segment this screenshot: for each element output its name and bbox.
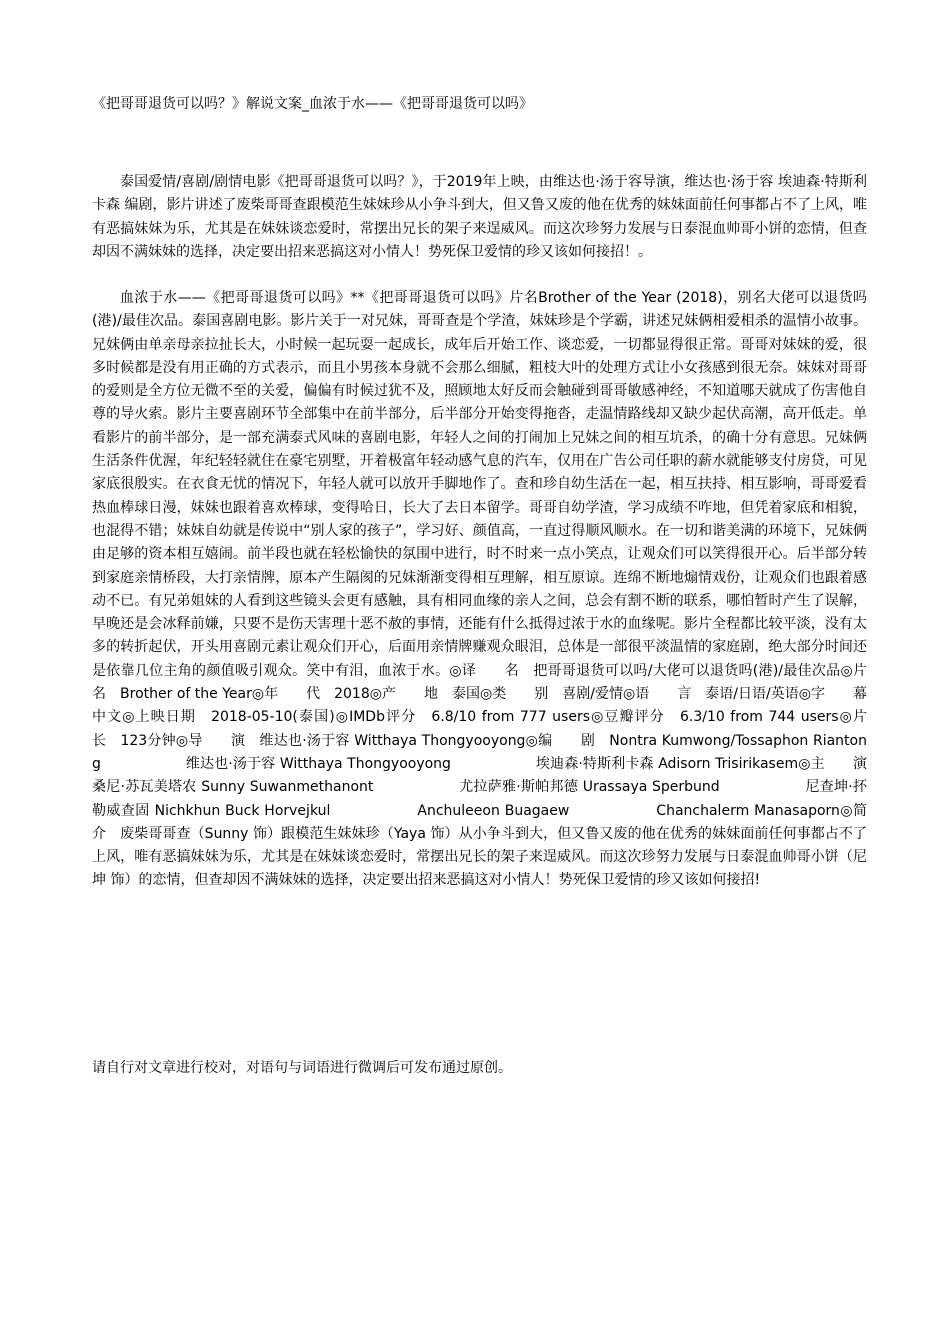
body-paragraph: 血浓于水——《把哥哥退货可以吗》**《把哥哥退货可以吗》片名Brother of the Year (2018)，别名大佬可以退货吗(港)/最佳次品。泰国喜剧电影。影片关于一对兄妹，哥哥查是个学渣，妹妹珍是个学霸，讲述兄妹俩相爱相杀的温情小故事。兄妹俩由单亲母亲拉扯长大，小时候一起玩耍一起成长，成年后开始工作、谈恋爱，一切都显得很正常。哥哥对妹妹的爱，很多时候都是没有用正确的方式表示，而且小男孩本身就不会那么细腻，粗枝大叶的处理方式让小女孩感到很无奈。妹妹对哥哥的爱则是全方位无微不至的关爱，偏偏有时候过犹不及，照顾地太好反而会触碰到哥哥敏感神经，不知道哪天就成了伤害他自尊的导火索。影片主要喜剧环节全部集中在前半部分，后半部分开始变得拖沓，走温情路线却又缺少起伏高潮，高开低走。单看影片的前半部分，是一部充满泰式风味的喜剧电影，年轻人之间的打闹加上兄妹之间的相互坑杀，的确十分有意思。兄妹俩生活条件优渥，年纪轻轻就住在豪宅别墅，开着极富年轻动感气息的汽车，仅用在广告公司任职的薪水就能够支付房贷，可见家底很殷实。在衣食无忧的情况下，年轻人就可以放开手脚地作了。查和珍自幼生活在一起，相互扶持、相互影响，哥哥爱看热血棒球日漫，妹妹也跟着喜欢棒球，变得哈日，长大了去日本留学。哥哥自幼学渣，学习成绩不咋地，但凭着家底和相貌，也混得不错；妹妹自幼就是传说中“别人家的孩子”，学习好、颜值高，一直过得顺风顺水。在一切和谐美满的环境下，兄妹俩由足够的资本相互嬉闹。前半段也就在轻松愉快的氛围中进行，时不时来一点小笑点，让观众们可以笑得很开心。后半部分转到家庭亲情桥段，大打亲情牌，原本产生隔阂的兄妹渐渐变得相互理解，相互原谅。连绵不断地煽情戏份，让观众们也跟着感动不已。有兄弟姐妹的人看到这些镜头会更有感触，具有相同血缘的亲人之间，总会有割不断的联系，哪怕暂时产生了误解，早晚还是会冰释前嫌，只要不是伤天害理十恶不赦的事情，还能有什么抵得过浓于水的血缘呢。影片全程都比较平淡，没有太多的转折起伏，开头用喜剧元素让观众们开心，后面用亲情牌赚观众眼泪，总体是一部很平淡温情的家庭剧，绝大部分时间还是依靠几位主角的颜值吸引观众。笑中有泪，血浓于水。◎译 名 把哥哥退货可以吗/大佬可以退货吗(港)/最佳次品◎片 名 Brother of the Year◎年 代 2018◎产 地 泰国◎类 别 喜剧/爱情◎语 言 泰语/日语/英语◎字 幕 中文◎上映日期 2018-05-10(泰国)◎IMDb评分 6.8/10 from 777 users◎豆瓣评分 6.3/10 from 744 users◎片 长 123分钟◎导 演 维达也·汤于容 Witthaya Thongyooyong◎编 剧 Nontra Kumwong/Tossaphon Riantong 维达也·汤于容 Witthaya Thongyooyong 埃迪森·特斯利卡森 Adisorn Trisirikasem◎主 演 桑尼·苏瓦美塔农 Sunny Suwanmethanont 尤拉萨雅·斯帕邦德 Urassaya Sperbund 尼查坤·抔勒威查固 Nichkhun Buck Horvejkul Anchuleeon Buagaew Chanchalerm Manasaporn◎简 介 废柴哥哥查（Sunny 饰）跟模范生妹妹珍（Yaya 饰）从小争斗到大，但又鲁又废的他在优秀的妹妹面前任何事都占不了上风，唯有恶搞妹妹为乐，尤其是在妹妹谈恋爱时，常摆出兄长的架子来逞威风。而这次珍努力发展与日泰混血帅哥小饼（尼坤 饰）的恋情，但查却因不满妹妹的选择，决定要出招来恶搞这对小情人！势死保卫爱情的珍又该如何接招!: [92, 290, 895, 889]
document-title: 《把哥哥退货可以吗？》解说文案_血浓于水——《把哥哥退货可以吗》: [92, 96, 533, 112]
footer-note: 请自行对文章进行校对，对语句与词语进行微调后可发布通过原创。: [92, 1060, 512, 1076]
intro-paragraph: 泰国爱情/喜剧/剧情电影《把哥哥退货可以吗？》，于2019年上映，由维达也·汤于容导演，维达也·汤于容 埃迪森·特斯利卡森 编剧，影片讲述了废柴哥哥查跟模范生妹妹珍从小争斗到大，但又鲁又废的他在优秀的妹妹面前任何事都占不了上风，唯有恶搞妹妹为乐，尤其是在妹妹谈恋爱时，常摆出兄长的架子来逞威风。而这次珍努力发展与日泰混血帅哥小饼的恋情，但查却因不满妹妹的选择，决定要出招来恶搞这对小情人！势死保卫爱情的珍又该如何接招！。: [92, 174, 867, 260]
